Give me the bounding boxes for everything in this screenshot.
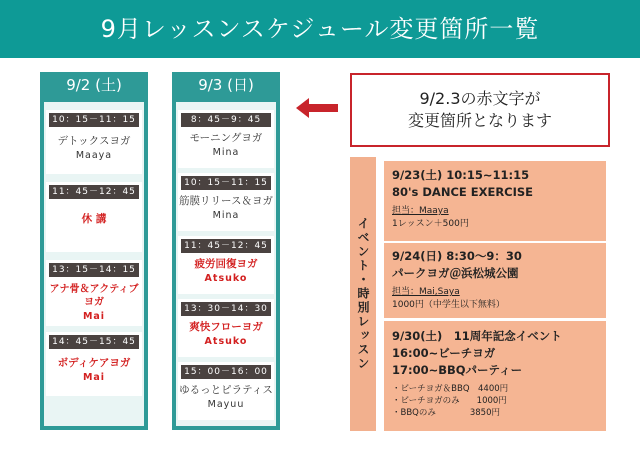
lesson-card xyxy=(46,182,142,252)
lesson-instructor: Mai xyxy=(82,311,106,322)
event-price: 1レッスン＋500円 xyxy=(392,219,469,229)
lesson-card xyxy=(46,260,142,326)
lesson-instructor: Atsuko xyxy=(204,336,248,347)
lesson-card xyxy=(178,236,274,294)
lesson-time: 13：15－14：15 xyxy=(49,263,139,277)
column-body xyxy=(176,102,276,426)
lesson-card xyxy=(178,299,274,357)
lesson-name: デトックスヨガ xyxy=(57,135,131,147)
page-title: 9月レッスンスケジュール変更箇所一覧 xyxy=(0,0,640,58)
lesson-name: 筋膜リリース＆ヨガ xyxy=(179,195,273,207)
schedule-column-sun xyxy=(172,72,280,430)
lesson-instructor: Mai xyxy=(82,372,106,383)
lesson-instructor: Mayuu xyxy=(207,399,245,410)
event-staff: 担当：Mai,Saya xyxy=(392,287,460,297)
event-subtitle: 17:00~BBQパーティー xyxy=(392,363,523,377)
lesson-time: 8：45－9：45 xyxy=(181,113,271,127)
event-plan: ・ビーチヨガのみ 1000円 xyxy=(392,396,507,406)
notice-line-2: 変更箇所となります xyxy=(407,111,552,130)
event-title: パークヨガ＠浜松城公園 xyxy=(392,266,519,280)
lesson-time: 11：45－12：45 xyxy=(181,239,271,253)
lesson-instructor: Atsuko xyxy=(204,273,248,284)
lesson-time: 11：45－12：45 xyxy=(49,185,139,199)
notice-line-1: 9/2.3の赤文字が xyxy=(419,89,541,108)
event-plan: ・BBQのみ 3850円 xyxy=(392,408,500,418)
event-card xyxy=(384,243,606,318)
event-date: 9/24(日) 8:30～9：30 xyxy=(392,249,522,263)
lesson-name: 休 講 xyxy=(81,213,107,225)
left-arrow-icon xyxy=(296,97,340,119)
lesson-card xyxy=(178,173,274,231)
notice-box xyxy=(350,73,610,147)
column-date: 9/3 (日) xyxy=(198,76,254,94)
column-date: 9/2 (土) xyxy=(66,76,122,94)
event-title: 16:00~ビーチヨガ xyxy=(392,346,496,360)
lesson-name: アナ骨＆アクティブヨガ xyxy=(49,284,139,308)
lesson-card xyxy=(178,362,274,420)
lesson-time: 15：00－16：00 xyxy=(181,365,271,379)
event-title: 80's DANCE EXERCISE xyxy=(392,185,534,199)
lesson-card xyxy=(178,110,274,168)
lesson-name: 爽快フローヨガ xyxy=(189,321,263,333)
schedule-column-sat xyxy=(40,72,148,430)
event-price: 1000円（中学生以下無料） xyxy=(392,300,505,310)
lesson-instructor: Mina xyxy=(212,147,240,158)
event-card xyxy=(384,321,606,431)
lesson-card xyxy=(46,332,142,396)
lesson-name: 疲労回復ヨガ xyxy=(194,258,258,270)
event-date: 9/30(土) 11周年記念イベント xyxy=(392,329,562,343)
lesson-name: モーニングヨガ xyxy=(189,132,263,144)
lesson-time: 13：30－14：30 xyxy=(181,302,271,316)
event-plan: ・ビーチヨガ＆BBQ 4400円 xyxy=(392,384,509,394)
event-card xyxy=(384,161,606,241)
lesson-instructor: Maaya xyxy=(75,150,113,161)
lesson-time: 10：15－11：15 xyxy=(49,113,139,127)
lesson-card xyxy=(46,110,142,174)
event-staff: 担当：Maaya xyxy=(392,206,449,216)
column-body xyxy=(44,102,144,426)
lesson-name: ゆるっとピラティス xyxy=(179,384,273,396)
lesson-time: 10：15－11：15 xyxy=(181,176,271,190)
lesson-name: ボディケアヨガ xyxy=(57,357,131,369)
lesson-time: 14：45－15：45 xyxy=(49,335,139,349)
lesson-instructor: Mina xyxy=(212,210,240,221)
events-label: イベント・時別レッスン xyxy=(350,157,376,431)
event-date: 9/23(土) 10:15~11:15 xyxy=(392,168,530,182)
